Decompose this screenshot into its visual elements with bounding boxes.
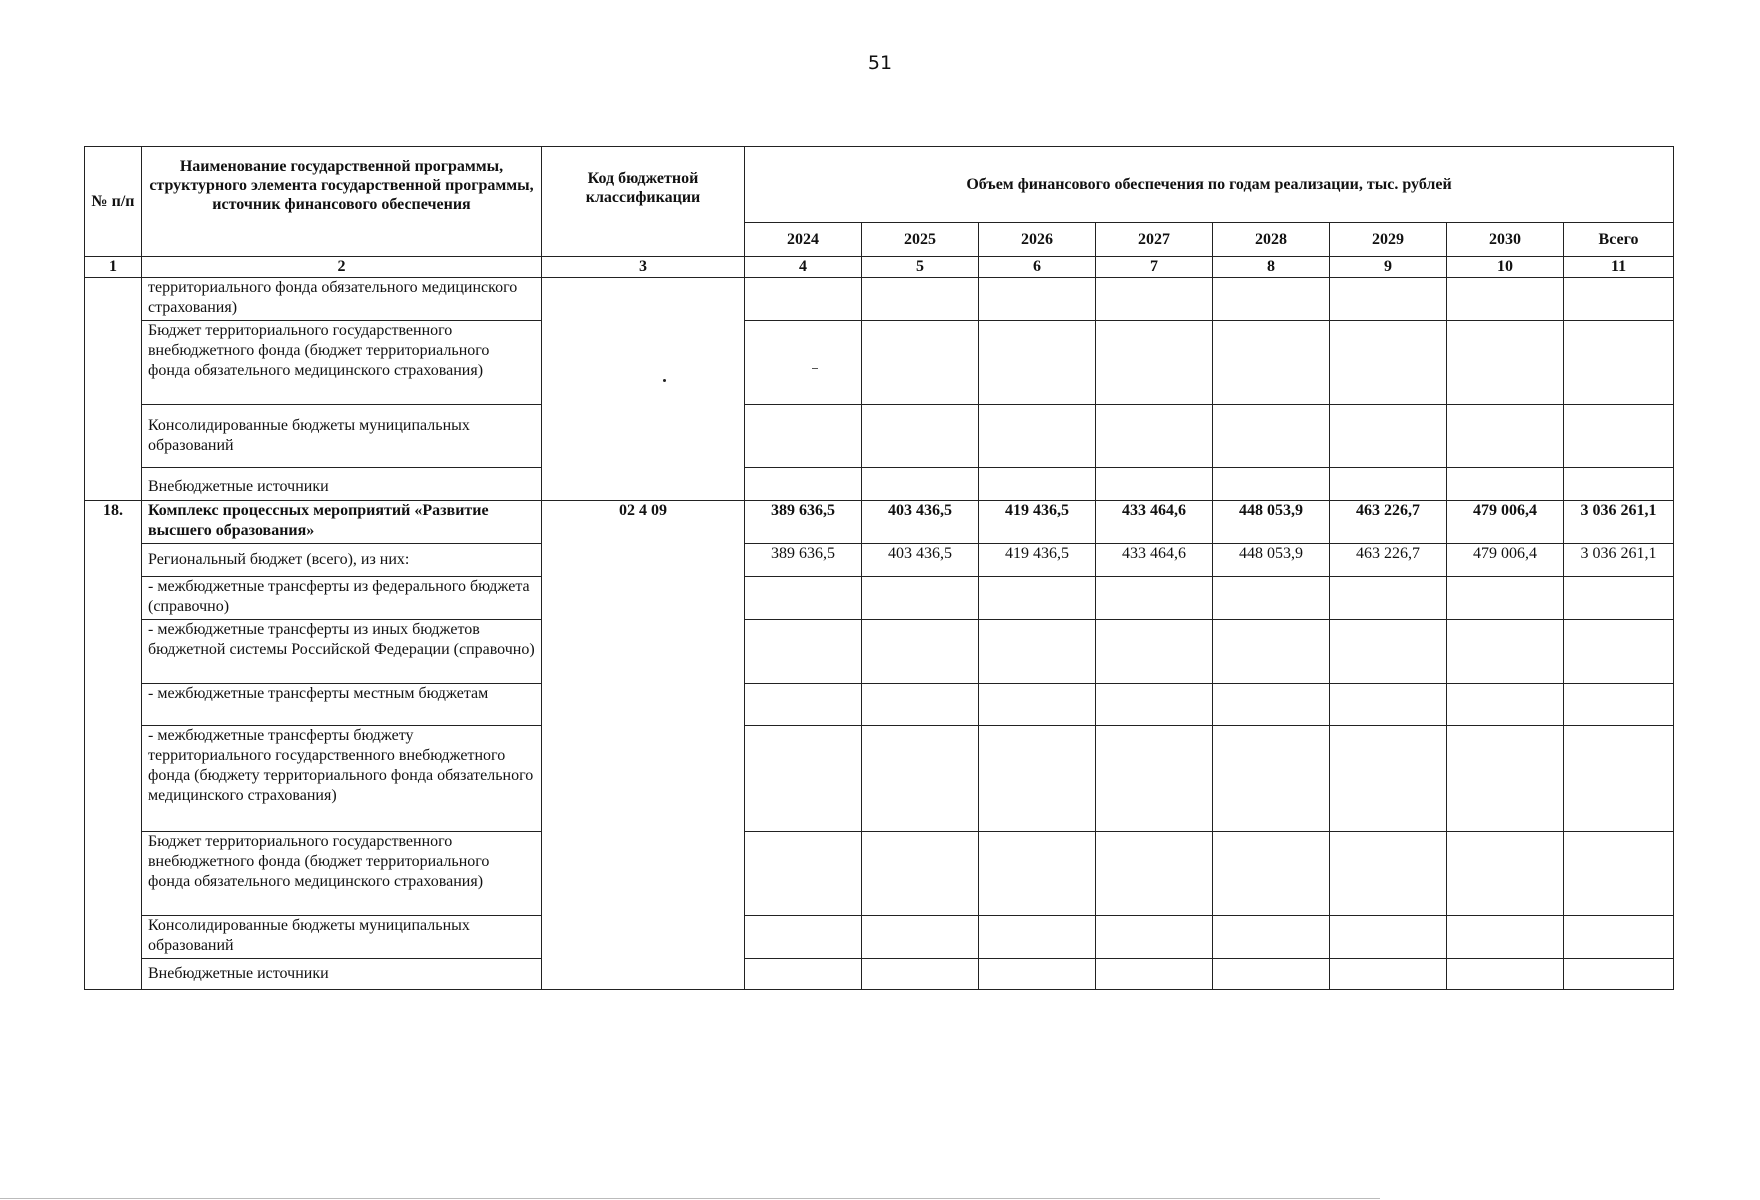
- value-cell: 389 636,5: [745, 501, 862, 544]
- value-cell: 479 006,4: [1447, 501, 1564, 544]
- row-number: 18.: [85, 501, 142, 990]
- column-number: 6: [979, 257, 1096, 278]
- row-name: Бюджет территориального государственного внебюджетного фонда (бюджет территориального фонда обязательного медицинского страхования): [142, 832, 542, 916]
- table-row: [85, 544, 1674, 577]
- table-row: [85, 684, 1674, 726]
- row-name: Консолидированные бюджеты муниципальных образований: [142, 405, 542, 468]
- value-cell: 3 036 261,1: [1564, 544, 1674, 577]
- table-row: [85, 405, 1674, 468]
- table-row: [85, 278, 1674, 321]
- value-cell: 419 436,5: [979, 544, 1096, 577]
- column-number: 10: [1447, 257, 1564, 278]
- column-number: 8: [1213, 257, 1330, 278]
- header-year-2029: 2029: [1330, 223, 1447, 257]
- row-name: Внебюджетные источники: [142, 468, 542, 501]
- row-name: Внебюджетные источники: [142, 959, 542, 990]
- table-row: [85, 321, 1674, 405]
- value-cell: 433 464,6: [1096, 501, 1213, 544]
- scan-artifact: [812, 368, 818, 369]
- column-number: 2: [142, 257, 542, 278]
- row-name: Комплекс процессных мероприятий «Развитие высшего образования»: [142, 501, 542, 544]
- header-number: № п/п: [85, 147, 142, 257]
- value-cell: 433 464,6: [1096, 544, 1213, 577]
- header-year-2026: 2026: [979, 223, 1096, 257]
- row-name: территориального фонда обязательного медицинского страхования): [142, 278, 542, 321]
- row-code-cell: [542, 278, 745, 501]
- table-row: [85, 832, 1674, 916]
- header-year-2028: 2028: [1213, 223, 1330, 257]
- column-number: 7: [1096, 257, 1213, 278]
- row-name: - межбюджетные трансферты местным бюджетам: [142, 684, 542, 726]
- value-cell: 479 006,4: [1447, 544, 1564, 577]
- budget-code: 02 4 09: [542, 501, 745, 990]
- header-code: Код бюджетной классификации: [542, 147, 745, 257]
- row-name: - межбюджетные трансферты бюджету территориального государственного внебюджетного фонда (бюджету территориального фонда обязательного медицинского страхования): [142, 726, 542, 832]
- column-number: 9: [1330, 257, 1447, 278]
- row-name: Бюджет территориального государственного внебюджетного фонда (бюджет территориального фонда обязательного медицинского страхования): [142, 321, 542, 405]
- row-number-cell: [85, 278, 142, 501]
- header-year-2025: 2025: [862, 223, 979, 257]
- column-number: 3: [542, 257, 745, 278]
- table-row: [85, 501, 1674, 544]
- value-cell: 463 226,7: [1330, 544, 1447, 577]
- table-row: [85, 916, 1674, 959]
- table-row: [85, 620, 1674, 684]
- value-cell: 419 436,5: [979, 501, 1096, 544]
- header-year-2027: 2027: [1096, 223, 1213, 257]
- budget-table: [84, 146, 1674, 990]
- page-number: 51: [867, 52, 893, 74]
- table-row: [85, 468, 1674, 501]
- header-name: Наименование государственной программы, структурного элемента государственной программы, источник финансового обеспечения: [142, 147, 542, 257]
- row-name: Консолидированные бюджеты муниципальных образований: [142, 916, 542, 959]
- header-year-2024: 2024: [745, 223, 862, 257]
- column-number: 11: [1564, 257, 1674, 278]
- row-name: - межбюджетные трансферты из федерального бюджета (справочно): [142, 577, 542, 620]
- table-row: [85, 959, 1674, 990]
- value-cell: 463 226,7: [1330, 501, 1447, 544]
- row-name: - межбюджетные трансферты из иных бюджетов бюджетной системы Российской Федерации (справочно): [142, 620, 542, 684]
- value-cell: 448 053,9: [1213, 544, 1330, 577]
- value-cell: 403 436,5: [862, 501, 979, 544]
- row-name: Региональный бюджет (всего), из них:: [142, 544, 542, 577]
- value-cell: 3 036 261,1: [1564, 501, 1674, 544]
- scan-edge-line: [0, 1198, 1380, 1199]
- column-number: 5: [862, 257, 979, 278]
- header-volume: Объем финансового обеспечения по годам реализации, тыс. рублей: [745, 147, 1674, 223]
- column-number: 4: [745, 257, 862, 278]
- table-row: [85, 577, 1674, 620]
- header-total: Всего: [1564, 223, 1674, 257]
- header-year-2030: 2030: [1447, 223, 1564, 257]
- value-cell: 448 053,9: [1213, 501, 1330, 544]
- column-number: 1: [85, 257, 142, 278]
- table-row: [85, 726, 1674, 832]
- value-cell: 403 436,5: [862, 544, 979, 577]
- scan-artifact: [663, 379, 666, 382]
- value-cell: 389 636,5: [745, 544, 862, 577]
